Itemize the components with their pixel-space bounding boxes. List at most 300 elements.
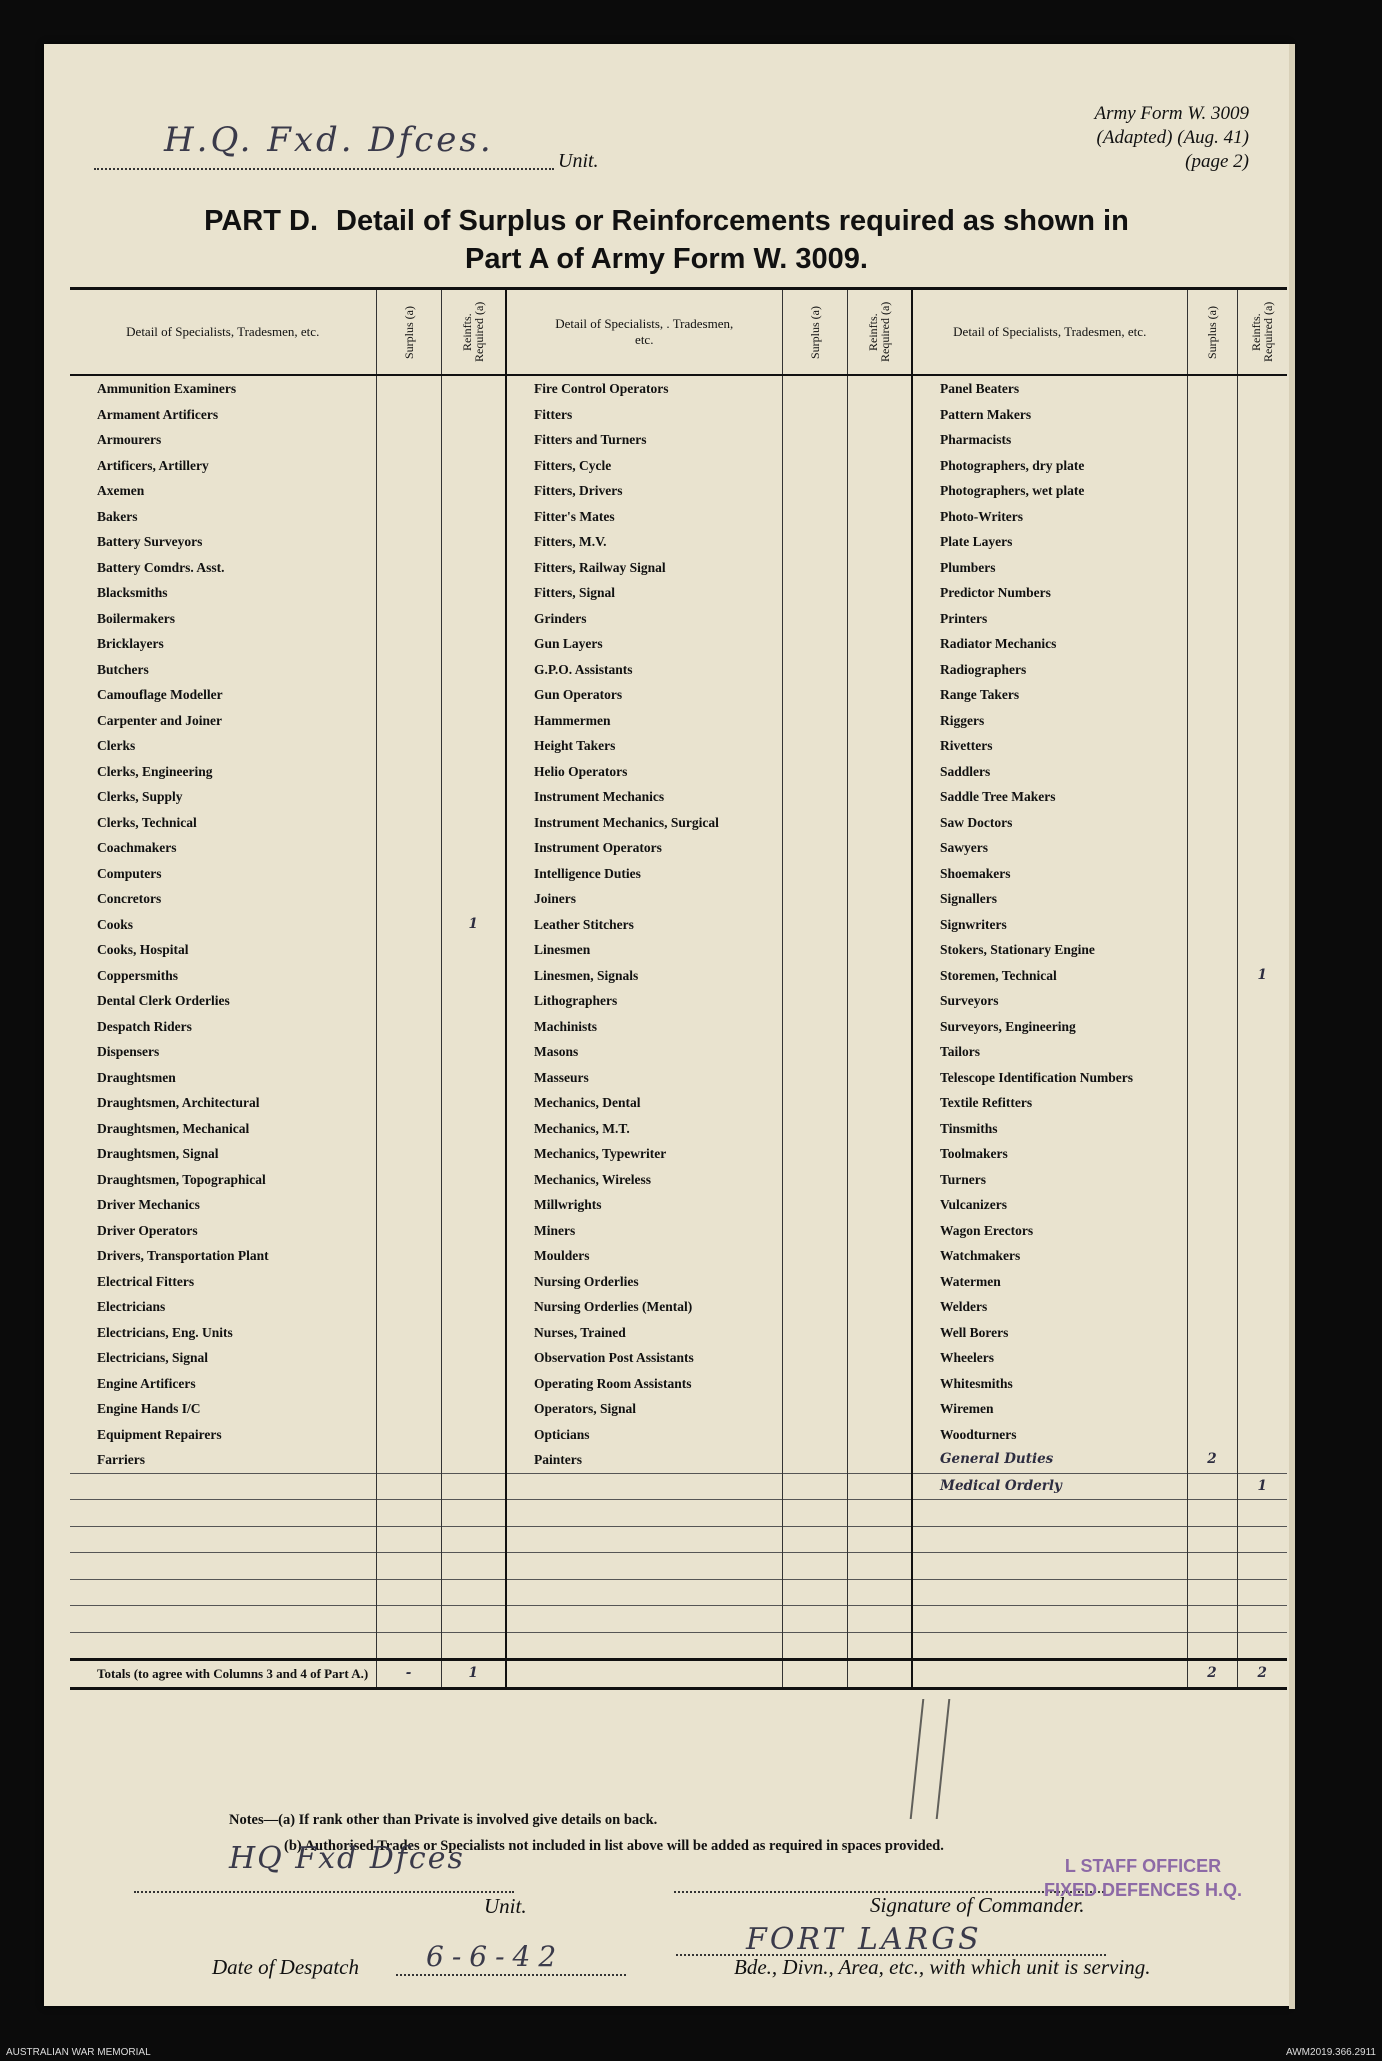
reinfts-cell (847, 1090, 912, 1116)
trade-label: Toolmakers (912, 1141, 1187, 1167)
reinfts-cell (1237, 708, 1287, 734)
surplus-cell (376, 453, 441, 479)
reinfts-cell (441, 1422, 506, 1448)
reinfts-cell (847, 1218, 912, 1244)
trade-label: Concretors (70, 886, 376, 912)
trade-label: Coachmakers (70, 835, 376, 861)
bde-value: FORT LARGS (746, 1922, 982, 1957)
reinfts-cell (847, 1014, 912, 1040)
surplus-cell (376, 375, 441, 402)
surplus-cell (1187, 759, 1237, 785)
reinfts-cell (441, 1141, 506, 1167)
trade-label: Blacksmiths (70, 580, 376, 606)
table-row (70, 1422, 1287, 1448)
reinfts-cell (441, 759, 506, 785)
reinfts-cell (441, 1320, 506, 1346)
reinfts-cell (1237, 988, 1287, 1014)
surplus-cell (1187, 1345, 1237, 1371)
surplus-cell (1187, 1141, 1237, 1167)
trade-label: Millwrights (506, 1192, 782, 1218)
date-value: 6-6-42 (426, 1940, 565, 1973)
table-row (70, 988, 1287, 1014)
surplus-cell (1187, 375, 1237, 402)
surplus-cell (376, 1192, 441, 1218)
trade-label: Masons (506, 1039, 782, 1065)
reinfts-cell (1237, 529, 1287, 555)
trade-label: Computers (70, 861, 376, 887)
specialists-table (70, 287, 1287, 1690)
table-row (70, 1345, 1287, 1371)
surplus-cell (1187, 453, 1237, 479)
surplus-cell (782, 937, 847, 963)
blank-cell (441, 1579, 506, 1606)
surplus-cell (782, 835, 847, 861)
blank-cell: 1 (1237, 1473, 1287, 1500)
trade-label: G.P.O. Assistants (506, 657, 782, 683)
surplus-cell (376, 937, 441, 963)
reinfts-cell: 1 (1237, 963, 1287, 989)
trade-label: Coppersmiths (70, 963, 376, 989)
trade-label: Cooks, Hospital (70, 937, 376, 963)
trade-label: Clerks (70, 733, 376, 759)
totals-reinfts-3: 2 (1237, 1660, 1287, 1689)
surplus-cell (376, 631, 441, 657)
table-row (70, 1269, 1287, 1295)
trade-label: Engine Hands I/C (70, 1396, 376, 1422)
trade-label: Operators, Signal (506, 1396, 782, 1422)
blank-row (70, 1553, 1287, 1580)
surplus-cell (1187, 631, 1237, 657)
trade-label: Draughtsmen, Architectural (70, 1090, 376, 1116)
trade-label: Plumbers (912, 555, 1187, 581)
table-row (70, 1447, 1287, 1473)
reinfts-cell (847, 657, 912, 683)
table-header (70, 289, 1287, 376)
header-surplus-2: Surplus (a) (782, 289, 847, 376)
reinfts-cell (847, 580, 912, 606)
surplus-cell (1187, 1192, 1237, 1218)
reinfts-cell (1237, 733, 1287, 759)
table-row (70, 963, 1287, 989)
surplus-cell (376, 784, 441, 810)
table-row (70, 478, 1287, 504)
trade-label: Panel Beaters (912, 375, 1187, 402)
surplus-cell (376, 657, 441, 683)
trade-label: Draughtsmen (70, 1065, 376, 1091)
trade-label: Camouflage Modeller (70, 682, 376, 708)
blank-cell (912, 1526, 1187, 1553)
blank-cell (441, 1500, 506, 1527)
blank-row (70, 1473, 1287, 1500)
surplus-cell (782, 708, 847, 734)
trade-label: Gun Operators (506, 682, 782, 708)
table-row (70, 529, 1287, 555)
surplus-cell (782, 861, 847, 887)
surplus-cell (782, 453, 847, 479)
surplus-cell (1187, 1039, 1237, 1065)
reinfts-cell (1237, 1141, 1287, 1167)
trade-label: Instrument Operators (506, 835, 782, 861)
blank-cell (506, 1579, 782, 1606)
blank-cell (1237, 1553, 1287, 1580)
reinfts-cell (847, 733, 912, 759)
title-line1: Detail of Surplus or Reinforcements required as shown in (336, 205, 1129, 237)
trade-label: Predictor Numbers (912, 580, 1187, 606)
trade-label: Saddle Tree Makers (912, 784, 1187, 810)
reinfts-cell (847, 1447, 912, 1473)
reinfts-cell (441, 555, 506, 581)
surplus-cell (782, 1320, 847, 1346)
staff-officer-stamp (1044, 1854, 1242, 1902)
reinfts-cell (1237, 1218, 1287, 1244)
reinfts-cell (1237, 1014, 1287, 1040)
surplus-cell (376, 1116, 441, 1142)
blank-cell (441, 1473, 506, 1500)
surplus-cell (1187, 1371, 1237, 1397)
trade-label: Photo-Writers (912, 504, 1187, 530)
reinfts-cell (1237, 937, 1287, 963)
surplus-cell (376, 555, 441, 581)
table-row (70, 682, 1287, 708)
surplus-cell (782, 682, 847, 708)
blank-cell (782, 1553, 847, 1580)
trade-label: Photographers, dry plate (912, 453, 1187, 479)
surplus-cell (1187, 810, 1237, 836)
blank-cell: Medical Orderly (912, 1473, 1187, 1500)
reinfts-cell (847, 606, 912, 632)
surplus-cell (782, 1218, 847, 1244)
blank-cell (1187, 1526, 1237, 1553)
reinfts-cell (1237, 1065, 1287, 1091)
blank-cell (376, 1606, 441, 1633)
trade-label: Artificers, Artillery (70, 453, 376, 479)
trade-label: Equipment Repairers (70, 1422, 376, 1448)
table-row (70, 810, 1287, 836)
table-row (70, 1320, 1287, 1346)
surplus-cell (1187, 988, 1237, 1014)
trade-label: Driver Operators (70, 1218, 376, 1244)
surplus-cell (782, 963, 847, 989)
table-row (70, 1294, 1287, 1320)
reinfts-cell (441, 1065, 506, 1091)
reinfts-cell (441, 988, 506, 1014)
reinfts-cell (847, 1422, 912, 1448)
date-label: Date of Despatch (212, 1955, 359, 1979)
surplus-cell (376, 427, 441, 453)
trade-label: Nurses, Trained (506, 1320, 782, 1346)
blank-cell (847, 1526, 912, 1553)
blank-cell (912, 1500, 1187, 1527)
trade-label: Intelligence Duties (506, 861, 782, 887)
header-reinfts-1: Reinfts. Required (a) (441, 289, 506, 376)
blank-cell (912, 1553, 1187, 1580)
reinfts-cell (847, 1345, 912, 1371)
header-surplus-3: Surplus (a) (1187, 289, 1237, 376)
reinfts-cell (1237, 1396, 1287, 1422)
blank-cell (782, 1526, 847, 1553)
trade-label: Saddlers (912, 759, 1187, 785)
bde-field (676, 1922, 1106, 1957)
trade-label: Mechanics, Wireless (506, 1167, 782, 1193)
trade-label: Signallers (912, 886, 1187, 912)
surplus-cell (1187, 708, 1237, 734)
title-part: PART D. (204, 205, 319, 237)
page-title (44, 202, 1289, 278)
surplus-cell (1187, 1167, 1237, 1193)
trade-label: Boilermakers (70, 606, 376, 632)
totals-reinfts-1: 1 (441, 1660, 506, 1689)
caption-left: AUSTRALIAN WAR MEMORIAL (6, 2047, 151, 2058)
trade-label: Fitters and Turners (506, 427, 782, 453)
reinfts-cell (441, 606, 506, 632)
note-a: Notes—(a) If rank other than Private is involved give details on back. (229, 1812, 658, 1828)
blank-cell (70, 1606, 376, 1633)
surplus-cell (1187, 580, 1237, 606)
reinfts-cell (847, 1396, 912, 1422)
header-surplus-1: Surplus (a) (376, 289, 441, 376)
reinfts-cell (441, 453, 506, 479)
surplus-cell (782, 375, 847, 402)
reinfts-cell (441, 1243, 506, 1269)
form-reference (1095, 102, 1249, 174)
trade-label: Textile Refitters (912, 1090, 1187, 1116)
totals-blank (506, 1660, 782, 1689)
reinfts-cell (1237, 759, 1287, 785)
surplus-cell (376, 1065, 441, 1091)
surplus-cell (782, 810, 847, 836)
blank-cell (1237, 1606, 1287, 1633)
surplus-cell (782, 402, 847, 428)
reinfts-cell (847, 375, 912, 402)
reinfts-cell (1237, 1294, 1287, 1320)
trade-label: Whitesmiths (912, 1371, 1187, 1397)
table-row (70, 1090, 1287, 1116)
reinfts-cell (847, 1192, 912, 1218)
surplus-cell (376, 1371, 441, 1397)
date-field (396, 1940, 626, 1976)
header-detail-1: Detail of Specialists, Tradesmen, etc. (70, 289, 376, 376)
reinfts-cell (441, 478, 506, 504)
table-row (70, 504, 1287, 530)
blank-cell (912, 1579, 1187, 1606)
surplus-cell (1187, 1269, 1237, 1295)
blank-cell (506, 1553, 782, 1580)
reinfts-cell (1237, 1167, 1287, 1193)
surplus-cell (1187, 1065, 1237, 1091)
trade-label: Signwriters (912, 912, 1187, 938)
trade-label: Bakers (70, 504, 376, 530)
surplus-cell (1187, 1014, 1237, 1040)
surplus-cell (376, 1039, 441, 1065)
trade-label: Dental Clerk Orderlies (70, 988, 376, 1014)
trade-label: Bricklayers (70, 631, 376, 657)
trade-label: Painters (506, 1447, 782, 1473)
surplus-cell (1187, 1218, 1237, 1244)
trade-label: Mechanics, M.T. (506, 1116, 782, 1142)
surplus-cell (782, 1141, 847, 1167)
table-row (70, 555, 1287, 581)
surplus-cell (1187, 963, 1237, 989)
unit-handwritten: H.Q. Fxd. Dfces. (164, 120, 494, 160)
reinfts-cell (847, 810, 912, 836)
blank-cell (376, 1553, 441, 1580)
trade-label: Printers (912, 606, 1187, 632)
trade-label: Shoemakers (912, 861, 1187, 887)
blank-cell (1187, 1632, 1237, 1660)
blank-cell (376, 1632, 441, 1660)
trade-label: Instrument Mechanics, Surgical (506, 810, 782, 836)
surplus-cell (376, 1396, 441, 1422)
caption-right: AWM2019.366.2911 (1285, 2047, 1376, 2058)
reinfts-cell (441, 1294, 506, 1320)
trade-label: Instrument Mechanics (506, 784, 782, 810)
surplus-cell (782, 733, 847, 759)
reinfts-cell (1237, 810, 1287, 836)
trade-label: Cooks (70, 912, 376, 938)
surplus-cell (376, 504, 441, 530)
trade-label: Fitters, M.V. (506, 529, 782, 555)
surplus-cell (1187, 733, 1237, 759)
surplus-cell (782, 580, 847, 606)
reinfts-cell (441, 708, 506, 734)
blank-cell (782, 1473, 847, 1500)
trade-label: Surveyors, Engineering (912, 1014, 1187, 1040)
trade-label: Telescope Identification Numbers (912, 1065, 1187, 1091)
table-row (70, 402, 1287, 428)
unit-field-bottom (134, 1841, 514, 1893)
table-row (70, 1141, 1287, 1167)
reinfts-cell (847, 478, 912, 504)
surplus-cell (376, 759, 441, 785)
reinfts-cell (1237, 912, 1287, 938)
totals-blank (912, 1660, 1187, 1689)
trade-label: Fitters, Railway Signal (506, 555, 782, 581)
reinfts-cell (441, 937, 506, 963)
reinfts-cell (1237, 478, 1287, 504)
reinfts-cell (441, 631, 506, 657)
reinfts-cell (847, 886, 912, 912)
reinfts-cell (441, 810, 506, 836)
reinfts-cell (1237, 1269, 1287, 1295)
reinfts-cell (441, 1269, 506, 1295)
reinfts-cell (847, 1320, 912, 1346)
surplus-cell (782, 1396, 847, 1422)
surplus-cell (782, 1014, 847, 1040)
surplus-cell (1187, 504, 1237, 530)
trade-label: Saw Doctors (912, 810, 1187, 836)
stamp-line2: FIXED DEFENCES H.Q. (1044, 1880, 1243, 1900)
trade-label: Leather Stitchers (506, 912, 782, 938)
reinfts-cell (441, 1371, 506, 1397)
reinfts-cell (847, 1039, 912, 1065)
trade-label: Storemen, Technical (912, 963, 1187, 989)
surplus-cell (376, 606, 441, 632)
trade-label: Draughtsmen, Signal (70, 1141, 376, 1167)
form-page (44, 44, 1289, 2006)
reinfts-cell (441, 784, 506, 810)
form-ref-line3: (page 2) (1185, 151, 1249, 172)
trade-label: Fitters, Cycle (506, 453, 782, 479)
reinfts-cell (847, 1243, 912, 1269)
surplus-cell (1187, 937, 1237, 963)
surplus-cell (782, 1167, 847, 1193)
bde-label: Bde., Divn., Area, etc., with which unit is serving. (734, 1955, 1151, 1979)
trade-label: Surveyors (912, 988, 1187, 1014)
surplus-cell (1187, 427, 1237, 453)
blank-cell (376, 1473, 441, 1500)
table-row (70, 1065, 1287, 1091)
trade-label: Armourers (70, 427, 376, 453)
trade-label: Farriers (70, 1447, 376, 1473)
table-row (70, 759, 1287, 785)
table-row (70, 861, 1287, 887)
blank-cell (506, 1632, 782, 1660)
trade-label: Driver Mechanics (70, 1192, 376, 1218)
reinfts-cell (441, 886, 506, 912)
signature-label: Signature of Commander. (870, 1893, 1085, 1917)
surplus-cell (376, 580, 441, 606)
blank-cell (1187, 1579, 1237, 1606)
blank-cell (1187, 1553, 1237, 1580)
reinfts-cell (441, 682, 506, 708)
surplus-cell (376, 1269, 441, 1295)
surplus-cell (1187, 1243, 1237, 1269)
table-row (70, 733, 1287, 759)
blank-cell (912, 1606, 1187, 1633)
trade-label: Fitter's Mates (506, 504, 782, 530)
unit-label-bottom: Unit. (484, 1894, 527, 1918)
surplus-cell (782, 555, 847, 581)
table-row (70, 835, 1287, 861)
trade-label: Moulders (506, 1243, 782, 1269)
blank-row (70, 1632, 1287, 1660)
trade-label: Watchmakers (912, 1243, 1187, 1269)
trade-label: Battery Comdrs. Asst. (70, 555, 376, 581)
table-row (70, 886, 1287, 912)
table-row (70, 606, 1287, 632)
table-row (70, 1014, 1287, 1040)
reinfts-cell (1237, 453, 1287, 479)
reinfts-cell (847, 453, 912, 479)
surplus-cell (782, 1345, 847, 1371)
reinfts-cell (1237, 504, 1287, 530)
form-ref-line1: Army Form W. 3009 (1094, 103, 1249, 124)
trade-label: Tinsmiths (912, 1116, 1187, 1142)
trade-label: Mechanics, Dental (506, 1090, 782, 1116)
unit-field (94, 120, 554, 170)
trade-label: Draughtsmen, Mechanical (70, 1116, 376, 1142)
trade-label: Clerks, Engineering (70, 759, 376, 785)
surplus-cell (782, 657, 847, 683)
surplus-cell (782, 1116, 847, 1142)
surplus-cell (782, 1422, 847, 1448)
trade-label: Range Takers (912, 682, 1187, 708)
trade-label: Linesmen (506, 937, 782, 963)
reinfts-cell (1237, 784, 1287, 810)
reinfts-cell (847, 529, 912, 555)
surplus-cell (782, 1090, 847, 1116)
surplus-cell (782, 427, 847, 453)
surplus-cell (1187, 1396, 1237, 1422)
reinfts-cell (1237, 886, 1287, 912)
surplus-cell (782, 631, 847, 657)
surplus-cell (376, 1090, 441, 1116)
trade-label: Stokers, Stationary Engine (912, 937, 1187, 963)
blank-cell (782, 1579, 847, 1606)
trade-label: Well Borers (912, 1320, 1187, 1346)
surplus-cell (782, 504, 847, 530)
trade-label: Plate Layers (912, 529, 1187, 555)
